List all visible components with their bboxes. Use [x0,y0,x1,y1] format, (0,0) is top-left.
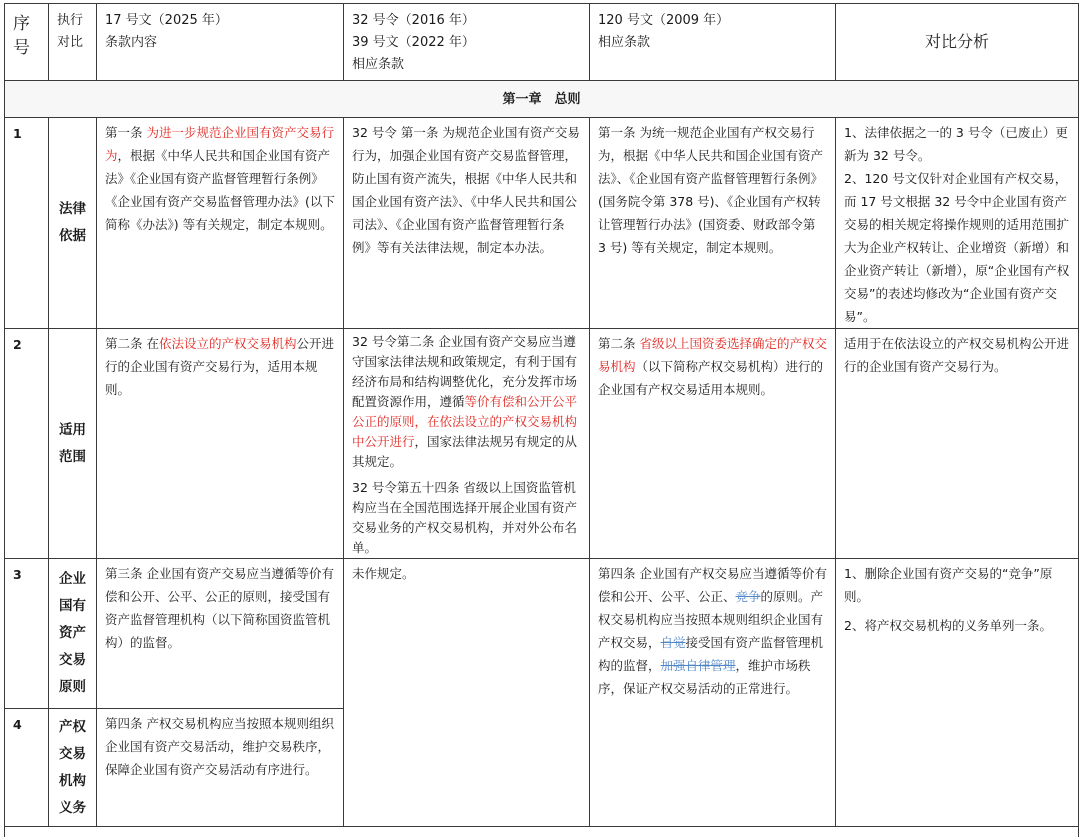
header-row [5,4,1079,81]
row-number: 3 [5,559,49,709]
clause-text: ，根据《中华人民共和国企业国有资产法》《企业国有资产监督管理暂行条例》《企业国有资产交易监督管理办法》(以下简称《办法》) 等有关规定，制定本规则。 [105,148,335,232]
table-row [5,118,1079,329]
table-row [5,329,1079,559]
clause-2025 [97,559,344,709]
header-analysis: 对比分析 [836,4,1079,81]
header-doc2009 [590,4,836,81]
row-number: 1 [5,118,49,329]
clause-text: 接受国有资产监督管理机构的监督， [598,635,823,673]
chapter-title: 第一章 总则 [5,81,1079,118]
clause-text: 32 号令 第一条 为规范企业国有资产交易行为，加强企业国有资产交易监督管理，防止国有资产流失，根据《中华人民共和国企业国有资产法》、《中华人民共和国公司法》、《企业国有资产监督管理暂行条例》等有关法律法规，制定本办法。 [352,125,580,255]
clause-text: 第四条 产权交易机构应当按照本规则组织企业国有资产交易活动，维护交易秩序，保障企业国有资产交易活动有序进行。 [105,716,334,777]
chapter-row [5,81,1079,118]
analysis-item: 1、法律依据之一的 3 号令（已废止）更新为 32 号令。 [844,121,1070,167]
header-doc2009-sub: 相应条款 [598,32,827,54]
header-doc2025 [97,4,344,81]
clause-2025 [97,329,344,559]
clause-2009 [590,118,836,329]
clause-2016 [344,118,590,329]
deleted-text: 自觉 [661,635,686,650]
header-doc2009-title: 120 号文（2009 年） [598,10,827,32]
clause-text: 第四条 企业国有产权交易应当遵循等价有偿和公开、公平、公正、 [598,566,827,604]
analysis-item: 1、删除企业国有资产交易的“竞争”原则。 [844,562,1070,608]
header-doc2022-title: 39 号文（2022 年） [352,32,581,54]
row-number: 4 [5,709,49,827]
analysis-cell [836,118,1079,329]
clause-text: ，国家法律法规另有规定的从其规定。 [352,434,577,469]
deleted-text: 竞争 [736,589,761,604]
header-seq: 序号 [5,4,49,81]
analysis-item: 适用于在依法设立的产权交易机构公开进行的企业国有资产交易行为。 [844,332,1070,378]
row-category: 适用范围 [49,329,97,559]
header-doc2025-sub: 条款内容 [105,32,335,54]
header-doc2016-title: 32 号令（2016 年） [352,10,581,32]
highlighted-text: 为进一步规范企业国有资产交易行为 [105,125,334,163]
table-row [5,559,1079,709]
clause-2009 [590,329,836,559]
clause-text: ，维护市场秩序，保证产权交易活动的正常进行。 [598,658,811,696]
clause-2016 [344,559,590,827]
clause-text: 第一条 [105,125,146,140]
clause-2025 [97,709,344,827]
table-tail [5,827,1079,837]
row-category: 法律依据 [49,118,97,329]
row-category: 企业国有资产交易原则 [49,559,97,709]
header-exec: 执行对比 [49,4,97,81]
clause-text: 32 号令第二条 企业国有资产交易应当遵守国家法律法规和政策规定，有利于国有经济布局和结构调整优化，充分发挥市场配置资源作用，遵循 [352,334,577,409]
clause-2016-main [352,332,581,472]
highlighted-text: 依法设立的产权交易机构 [159,336,297,351]
clause-text: 的原则。产权交易机构应当按照本规则组织企业国有产权交易， [598,589,823,650]
comparison-table [4,3,1079,837]
clause-2016-extra: 32 号令第五十四条 省级以上国资监管机构应当在全国范围选择开展企业国有资产交易业务的产权交易机构，并对外公布名单。 [352,478,581,558]
row-number: 2 [5,329,49,559]
highlighted-text: 省级以上国资委选择确定的产权交易机构 [598,336,827,374]
clause-text: 第三条 企业国有资产交易应当遵循等价有偿和公开、公平、公正的原则，接受国有资产监督管理机构（以下简称国资监管机构）的监督。 [105,566,334,650]
analysis-cell [836,329,1079,559]
clause-text: 第二条 在 [105,336,159,351]
clause-2025 [97,118,344,329]
analysis-item: 2、120 号文仅针对企业国有产权交易，而 17 号文根据 32 号令中企业国有资产交易的相关规定将操作规则的适用范围扩大为企业产权转让、企业增资（新增）和企业资产转让（新增），原“企业国有产权交易”的表述均修改为“企业国有资产交易”。 [844,167,1070,328]
row-category: 产权交易机构义务 [49,709,97,827]
clause-2016 [344,329,590,559]
clause-text: 未作规定。 [352,566,415,581]
highlighted-text: 等价有偿和公开公平公正的原则，在依法设立的产权交易机构中公开进行 [352,394,577,449]
analysis-cell [836,559,1079,827]
clause-text: 第一条 为统一规范企业国有产权交易行为，根据《中华人民共和国企业国有资产法》、《企业国有资产监督管理暂行条例》(国务院令第 378 号)、《企业国有产权转让管理暂行办法》(国资委、财政部令第 3 号) 等有关规定，制定本规则。 [598,125,823,255]
header-doc2025-title: 17 号文（2025 年） [105,10,335,32]
clause-text: 公开进行的企业国有资产交易行为，适用本规则。 [105,336,334,397]
clause-2009 [590,559,836,827]
header-doc2016 [344,4,590,81]
header-doc2016-sub: 相应条款 [352,54,581,76]
analysis-item: 2、将产权交易机构的义务单列一条。 [844,614,1070,637]
clause-text: 第二条 [598,336,639,351]
deleted-text: 加强自律管理 [661,658,736,673]
clause-text: （以下简称产权交易机构）进行的企业国有产权交易适用本规则。 [598,359,823,397]
table-tail-row [5,827,1079,837]
